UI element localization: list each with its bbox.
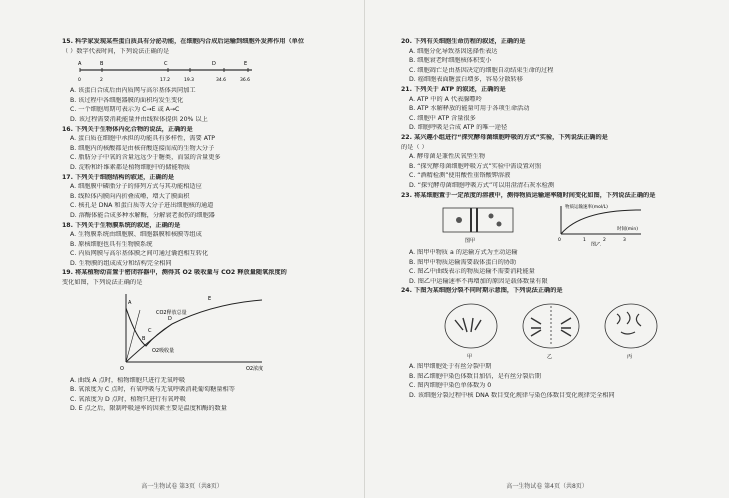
q19-stem: 19. 将某植物幼苗置于密闭容器中，测得其 O2 吸收量与 CO2 释放量随氧浓度的 <box>62 269 287 277</box>
ruler-mark: 34.6 <box>216 78 227 84</box>
q23-option-d: D. 图乙中运输速率不再增加的原因是载体数量有限 <box>409 277 548 285</box>
q19-point: E <box>208 295 212 302</box>
q18-stem: 18. 下列关于生物膜系统的叙述，正确的是 <box>62 221 181 229</box>
q15-stem: 15. 科学家发现某些蛋白质具有分泌功能，在细胞内合成后运输到细胞外发挥作用（单位 <box>62 38 305 45</box>
q22-option-d: D. “探究酵母菌细胞呼吸方式”可以用澄清石灰水检测 <box>409 181 555 189</box>
q19-option-d: D. E 点之后，限制呼吸速率的因素主要是温度和酶的数量 <box>70 405 227 413</box>
q18-option-a: A. 生物膜系统由细胞膜、细胞器膜和核膜等组成 <box>70 231 202 239</box>
q24-option-d: D. 该细胞分裂过程中核 DNA 数目变化规律与染色体数目变化规律完全相同 <box>409 391 615 399</box>
q23-stem: 23. 将某细胞置于一定浓度的溶液中，测得物质运输速率随时间变化如图，下列说法正确的是 <box>401 191 656 199</box>
q16-option-b: B. 细胞内的核酸都是由核苷酸连接而成的生物大分子 <box>70 144 215 152</box>
q22-option-c: C. “酒精检测”使用酸性重铬酸钾溶液 <box>409 172 511 180</box>
q19-graph <box>112 290 312 374</box>
q23-tick: 3 <box>623 238 626 244</box>
q24-label: 乙 <box>547 354 553 361</box>
question-19 <box>62 269 348 414</box>
ruler-letter: B <box>100 61 104 68</box>
q16-option-d: D. 淀粉和纤维素都是植物细胞中的储能物质 <box>70 163 191 171</box>
exam-page-left <box>0 0 364 498</box>
q19-point: C <box>148 327 152 334</box>
q19-point: A <box>128 299 132 306</box>
question-18 <box>62 222 348 269</box>
q21-option-c: C. 细胞中 ATP 含量很多 <box>409 114 476 122</box>
cell-drawing-1 <box>445 304 497 348</box>
ruler-letter: A <box>78 61 82 68</box>
q24-stem: 24. 下图为某细胞分裂不同时期示意图，下列说法正确的是 <box>401 287 563 295</box>
q17-option-a: A. 细胞膜中磷脂分子的排列方式与其功能相适应 <box>70 183 202 191</box>
q17-option-c: C. 核孔是 DNA 和蛋白质等大分子进出细胞核的通道 <box>70 202 214 210</box>
q23-option-a: A. 图甲中物质 a 的运输方式为主动运输 <box>409 249 518 257</box>
q15-sub: （ ）数字代表时间，下列说法正确的是 <box>62 47 170 55</box>
q18-option-c: C. 内质网膜与高尔基体膜之间可通过囊泡相互转化 <box>70 250 209 258</box>
q23-option-c: C. 图乙中曲线表示的物质运输不需要消耗能量 <box>409 268 535 276</box>
q24-cell-figures <box>431 298 671 360</box>
ruler-letter: E <box>244 61 248 68</box>
q21-option-b: B. ATP 水解释放的能量可用于各项生命活动 <box>409 105 530 113</box>
q23-xlabel: 时间(min) <box>617 227 638 233</box>
question-20 <box>401 38 701 85</box>
q20-option-d: D. 癌细胞表面糖蛋白增多，容易分散转移 <box>409 76 523 84</box>
ruler-mark: 36.6 <box>240 78 251 84</box>
q21-option-a: A. ATP 中的 A 代表腺嘌呤 <box>409 95 482 103</box>
ruler-mark: 17.2 <box>160 78 171 84</box>
q19-option-b: B. 氧浓度为 C 点时，有氧呼吸与无氧呼吸消耗葡萄糖量相等 <box>70 386 235 394</box>
question-23 <box>401 192 701 287</box>
q21-option-d: D. 细胞呼吸是合成 ATP 的唯一途径 <box>409 124 508 132</box>
q24-label: 甲 <box>467 354 473 361</box>
q18-option-d: D. 生物膜的组成成分和结构完全相同 <box>70 259 172 267</box>
q22-option-b: B. “探究酵母菌细胞呼吸方式”实验中需设置对照 <box>409 162 542 170</box>
ruler-mark: 0 <box>78 78 81 84</box>
q21-stem: 21. 下列关于 ATP 的叙述，正确的是 <box>401 85 506 93</box>
ruler-letter: C <box>164 61 168 68</box>
ruler-mark: 19.3 <box>184 78 195 84</box>
q17-option-b: B. 线粒体内膜向内折叠成嵴，增大了膜面积 <box>70 192 190 200</box>
q22-stem: 22. 某兴趣小组进行“探究酵母菌细胞呼吸的方式”实验，下列说法正确的是 <box>401 133 608 141</box>
q20-option-c: C. 细胞凋亡是由基因决定的细胞自动结束生命的过程 <box>409 66 554 74</box>
co2-curve <box>126 300 262 346</box>
q19-point: D <box>168 315 172 322</box>
q20-option-a: A. 细胞分化导致基因选择性表达 <box>409 47 498 55</box>
right-column <box>401 38 701 401</box>
left-column <box>62 38 348 415</box>
q15-option-b: B. 该过程中各细胞器膜的面积均发生变化 <box>70 96 184 104</box>
q20-option-b: B. 细胞衰老时细胞核体积变小 <box>409 57 492 65</box>
q16-option-a: A. 蛋白质在细胞中承担的功能具有多样性，需要 ATP <box>70 135 216 143</box>
q23-tick: 0 <box>558 238 561 244</box>
q22-option-a: A. 酵母菌是兼性厌氧型生物 <box>409 153 486 161</box>
q19-option-a: A. 曲线 A 点时，植物细胞只进行无氧呼吸 <box>70 376 186 384</box>
q16-option-c: C. 脂肪分子中氧的含量远远少于糖类，而氢的含量更多 <box>70 154 221 162</box>
q18-option-b: B. 原核细胞也具有生物膜系统 <box>70 240 153 248</box>
q24-option-c: C. 图丙细胞中染色单体数为 0 <box>409 382 492 390</box>
left-page-footer: 高一生物试卷 第3页（共8页） <box>141 483 223 490</box>
q19-option-c: C. 氧浓度为 D 点时，植物只进行有氧呼吸 <box>70 395 186 403</box>
q24-cells-svg <box>431 298 671 360</box>
q23-label-a: 图甲 <box>465 238 476 245</box>
exam-page-right <box>365 0 729 498</box>
q17-stem: 17. 下列关于细胞结构的叙述，正确的是 <box>62 173 175 181</box>
question-21 <box>401 86 701 133</box>
q24-label: 丙 <box>627 354 633 361</box>
right-page-footer: 高一生物试卷 第4页（共8页） <box>506 483 588 490</box>
q15-option-c: C. 一个细胞周期可表示为 C→E 或 A→C <box>70 106 180 114</box>
q19-curve1-label: CO2释放总量 <box>156 309 187 316</box>
q23-option-b: B. 图甲中物质运输需要载体蛋白的协助 <box>409 258 517 266</box>
q19-graph-svg <box>112 290 312 374</box>
q24-option-a: A. 图甲细胞处于有丝分裂中期 <box>409 363 492 371</box>
cell-drawing-3 <box>605 304 657 348</box>
q15-timeline-svg <box>72 58 272 84</box>
q23-ylabel: 物质运输速率(mol/L) <box>565 205 608 211</box>
q19-curve2-label: O2吸收量 <box>152 347 175 354</box>
ruler-mark: 2 <box>100 78 103 84</box>
q19-origin: O <box>120 365 124 372</box>
q15-timeline <box>72 58 272 84</box>
ruler-letter: D <box>212 61 216 68</box>
q23-label-b: 图乙 <box>591 242 602 247</box>
q16-stem: 16. 下列关于生物体内化合物的说法，正确的是 <box>62 125 193 133</box>
q19-sub: 变化如图，下列说法正确的是 <box>62 279 143 287</box>
question-24 <box>401 287 701 400</box>
q19-point: B <box>142 335 146 342</box>
q19-xlabel: O2浓度 <box>246 365 264 372</box>
q24-option-b: B. 图乙细胞中染色体数目加倍，是有丝分裂后期 <box>409 372 541 380</box>
q15-option-a: A. 该蛋白合成后由内质网与高尔基体共同加工 <box>70 87 196 95</box>
question-15 <box>62 38 348 125</box>
question-16 <box>62 126 348 173</box>
q15-option-d: D. 该过程需要消耗能量并由线粒体提供 20% 以上 <box>70 115 208 123</box>
q23-figure <box>441 202 681 246</box>
q17-option-d: D. 溶酶体能合成多种水解酶，分解衰老损伤的细胞器 <box>70 211 215 219</box>
q22-sub: 的是（ ） <box>401 143 428 151</box>
question-17 <box>62 174 348 221</box>
q23-figure-svg <box>441 202 681 246</box>
q20-stem: 20. 下列有关细胞生命历程的叙述，正确的是 <box>401 38 526 45</box>
q23-tick: 2 <box>603 238 606 244</box>
question-22 <box>401 134 701 191</box>
q23-tick: 1 <box>583 238 586 244</box>
